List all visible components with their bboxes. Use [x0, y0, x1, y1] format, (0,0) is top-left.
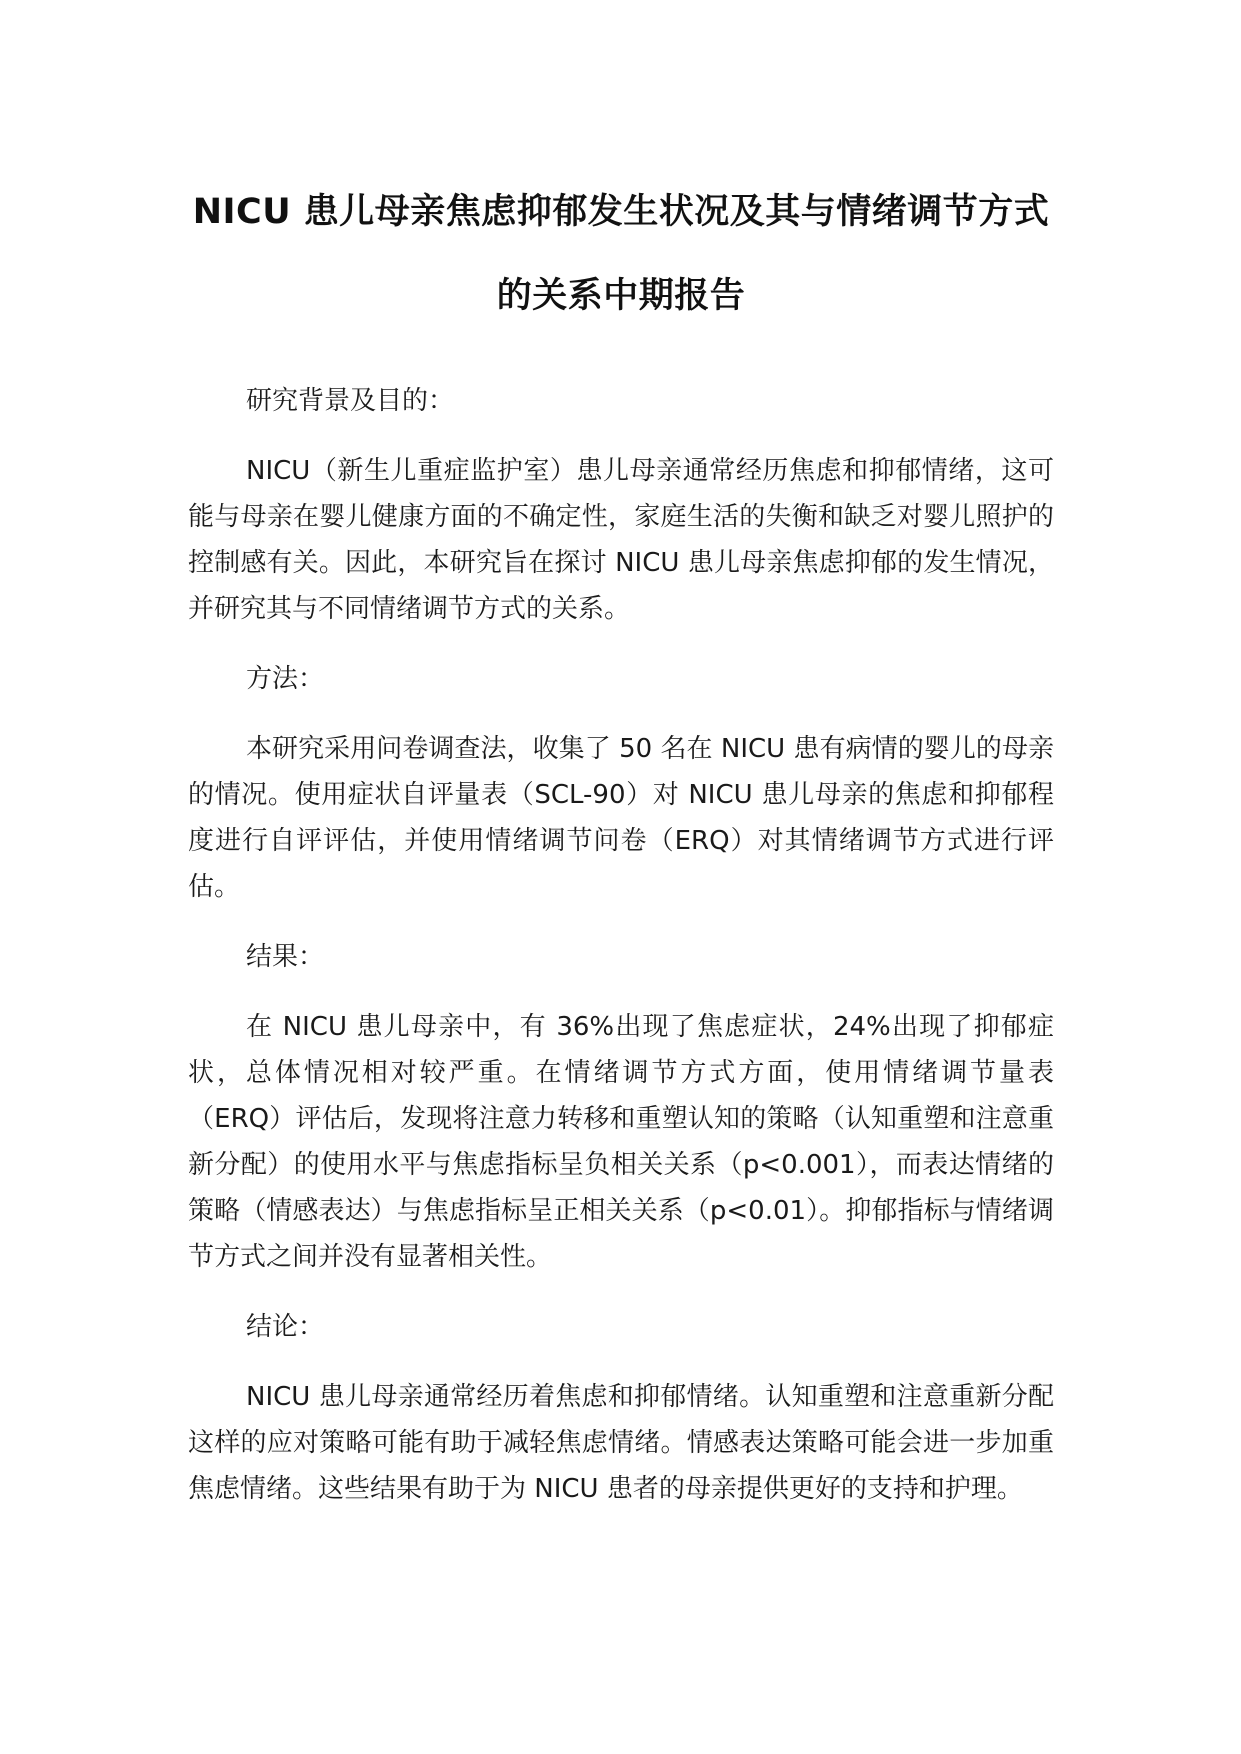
section-body-background: NICU（新生儿重症监护室）患儿母亲通常经历焦虑和抑郁情绪，这可能与母亲在婴儿健康方面的不确定性，家庭生活的失衡和缺乏对婴儿照护的控制感有关。因此，本研究旨在探讨 NICU 患儿母亲焦虑抑郁的发生情况，并研究其与不同情绪调节方式的关系。 [188, 456, 1054, 624]
section-body-conclusion: NICU 患儿母亲通常经历着焦虑和抑郁情绪。认知重塑和注意重新分配这样的应对策略可能有助于减轻焦虑情绪。情感表达策略可能会进一步加重焦虑情绪。这些结果有助于为 NICU 患者的母亲提供更好的支持和护理。 [188, 1382, 1054, 1504]
section-body-results: 在 NICU 患儿母亲中，有 36%出现了焦虑症状，24%出现了抑郁症状，总体情况相对较严重。在情绪调节方式方面，使用情绪调节量表（ERQ）评估后，发现将注意力转移和重塑认知的策略（认知重塑和注意重新分配）的使用水平与焦虑指标呈负相关关系（p<0.001），而表达情绪的策略（情感表达）与焦虑指标呈正相关关系（p<0.01）。抑郁指标与情绪调节方式之间并没有显著相关性。 [188, 1012, 1054, 1272]
document-body [188, 378, 1054, 1536]
document-title: NICU 患儿母亲焦虑抑郁发生状况及其与情绪调节方式的关系中期报告 [192, 192, 1050, 316]
section-heading-results: 结果： [246, 942, 325, 972]
section-heading-background: 研究背景及目的： [246, 386, 455, 416]
section-heading-methods: 方法： [246, 664, 325, 694]
section-heading-conclusion: 结论： [246, 1312, 325, 1342]
section-body-methods: 本研究采用问卷调查法，收集了 50 名在 NICU 患有病情的婴儿的母亲的情况。使用症状自评量表（SCL-90）对 NICU 患儿母亲的焦虑和抑郁程度进行自评评估，并使用情绪调节问卷（ERQ）对其情绪调节方式进行评估。 [188, 734, 1054, 902]
